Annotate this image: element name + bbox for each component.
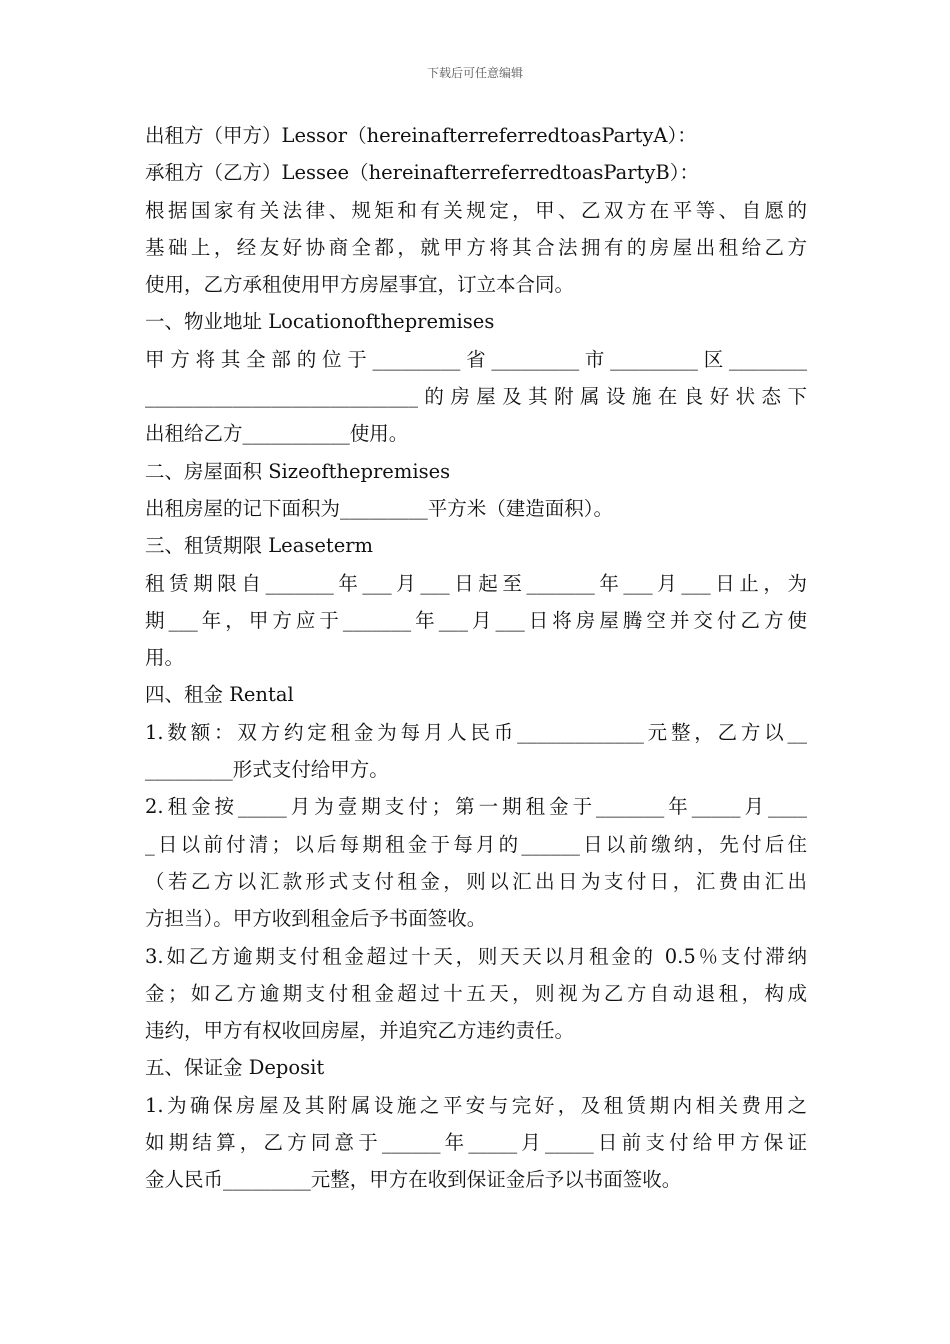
document-line: 租赁期限自_______年___月___日起至_______年___月___日止，为 bbox=[145, 571, 807, 595]
document-line: 2.租金按_____月为壹期支付；第一期租金于_______年_____月____ bbox=[145, 795, 807, 819]
document-line: 根据国家有关法律、规矩和有关规定，甲、乙双方在平等、自愿的 bbox=[145, 198, 807, 222]
document-line: 基础上，经友好协商全都，就甲方将其合法拥有的房屋出租给乙方 bbox=[145, 235, 807, 259]
page-header-note: 下载后可任意编辑 bbox=[426, 66, 523, 80]
document-line: 期___年，甲方应于_______年___月___日将房屋腾空并交付乙方使 bbox=[145, 608, 807, 632]
document-line: 甲方将其全部的位于_________省_________市_________区________ bbox=[145, 347, 807, 371]
document-line: ____________________________的房屋及其附属设施在良好状态下 bbox=[145, 385, 807, 409]
document-body bbox=[145, 117, 807, 1199]
document-line: 四、租金 Rental bbox=[145, 683, 294, 707]
document-line: 违约，甲方有权收回房屋，并追究乙方违约责任。 bbox=[145, 1019, 575, 1043]
document-line: 二、房屋面积 Sizeofthepremises bbox=[145, 459, 451, 483]
document-line: _日以前付清；以后每期租金于每月的______日以前缴纳，先付后住 bbox=[145, 832, 807, 856]
document-line: （若乙方以汇款形式支付租金，则以汇出日为支付日，汇费由汇出 bbox=[145, 869, 807, 893]
document-line: 如期结算，乙方同意于______年_____月_____日前支付给甲方保证 bbox=[145, 1131, 807, 1155]
document-line: 1.为确保房屋及其附属设施之平安与完好，及租赁期内相关费用之 bbox=[145, 1093, 807, 1117]
document-line: 金人民币_________元整，甲方在收到保证金后予以书面签收。 bbox=[145, 1168, 682, 1192]
document-line: 五、保证金 Deposit bbox=[145, 1056, 325, 1080]
document-line: _________形式支付给甲方。 bbox=[145, 758, 389, 782]
document-line: 使用，乙方承租使用甲方房屋事宜，订立本合同。 bbox=[145, 273, 575, 297]
document-line: 承租方（乙方）Lessee（hereinafterreferredtoasPartyB）： bbox=[145, 161, 699, 185]
document-line: 出租房屋的记下面积为_________平方米（建造面积）。 bbox=[145, 496, 614, 520]
document-line: 1.数额：双方约定租金为每月人民币_____________元整，乙方以__ bbox=[145, 720, 807, 744]
document-line: 出租给乙方___________使用。 bbox=[145, 422, 409, 446]
document-line: 金；如乙方逾期支付租金超过十五天，则视为乙方自动退租，构成 bbox=[145, 981, 807, 1005]
document-line: 一、物业地址 Locationofthepremises bbox=[145, 310, 495, 334]
document-line: 三、租赁期限 Leaseterm bbox=[145, 534, 374, 558]
document-line: 3.如乙方逾期支付租金超过十天，则天天以月租金的 0.5％支付滞纳 bbox=[145, 944, 807, 968]
document-line: 出租方（甲方）Lessor（hereinafterreferredtoasPartyA）： bbox=[145, 124, 697, 147]
document-line: 用。 bbox=[145, 646, 185, 670]
document-line: 方担当）。甲方收到租金后予书面签收。 bbox=[145, 907, 487, 931]
